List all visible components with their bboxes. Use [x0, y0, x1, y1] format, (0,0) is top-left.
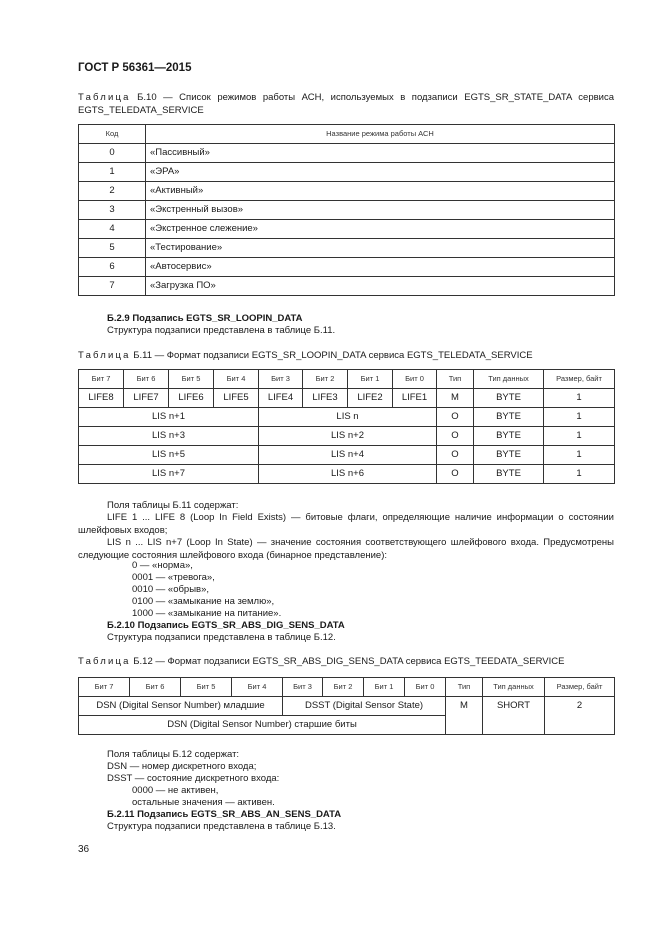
section-b211-intro: Структура подзаписи представлена в таблице Б.13.	[107, 821, 336, 832]
table12-note-active: остальные значения — активен.	[132, 797, 275, 808]
caption-text: Б.11 — Формат подзаписи EGTS_SR_LOOPIN_DATA сервиса EGTS_TELEDATA_SERVICE	[130, 350, 533, 361]
document-header: ГОСТ Р 56361—2015	[78, 62, 192, 74]
lis-low-cell: LIS n+4	[259, 446, 437, 465]
lis-low-cell: LIS n+2	[259, 427, 437, 446]
page-number: 36	[78, 844, 90, 855]
table-row	[79, 408, 615, 427]
table-row	[79, 277, 615, 296]
state-power-short: 1000 — «замыкание на питание».	[132, 608, 282, 619]
header-size: Размер, байт	[545, 678, 615, 697]
caption-text: Б.12 — Формат подзаписи EGTS_SR_ABS_DIG_SENS_DATA сервиса EGTS_TEEDATA_SERVICE	[130, 656, 565, 667]
type-cell: O	[437, 408, 474, 427]
data-type-cell: BYTE	[474, 427, 544, 446]
state-alarm: 0001 — «тревога»,	[132, 572, 215, 583]
header-data-type: Тип данных	[474, 370, 544, 389]
mode-code: 0	[79, 144, 146, 163]
header-bit5: Бит 5	[169, 370, 214, 389]
mode-code: 6	[79, 258, 146, 277]
lis-low-cell: LIS n+6	[259, 465, 437, 484]
dsn-high-cell: DSN (Digital Sensor Number) старшие биты	[79, 716, 446, 735]
header-bit1: Бит 1	[348, 370, 393, 389]
type-cell: M	[446, 697, 483, 735]
table11-notes-life: LIFE 1 ... LIFE 8 (Loop In Field Exists) — битовые флаги, определяющие наличие информации о состоянии шлейфовых входов;	[78, 512, 614, 536]
header-type: Тип	[446, 678, 483, 697]
mode-code: 1	[79, 163, 146, 182]
size-cell: 1	[544, 446, 615, 465]
data-type-cell: SHORT	[483, 697, 545, 735]
type-cell: O	[437, 465, 474, 484]
header-bit5: Бит 5	[181, 678, 232, 697]
table11-caption	[78, 349, 614, 362]
mode-name: «Активный»	[146, 182, 615, 201]
section-b210-intro: Структура подзаписи представлена в таблице Б.12.	[107, 632, 336, 643]
table10-caption	[78, 91, 614, 117]
flag-cell: LIFE8	[79, 389, 124, 408]
header-bit6: Бит 6	[124, 370, 169, 389]
state-ground-short: 0100 — «замыкание на землю»,	[132, 596, 275, 607]
flag-cell: LIFE4	[259, 389, 303, 408]
header-size: Размер, байт	[544, 370, 615, 389]
table11-notes-lis: LIS n ... LIS n+7 (Loop In State) — значение состояния соответствующего шлейфового входа. Предусмотрены следующие состояния шлейфового входа (бинарное представление):	[78, 537, 614, 561]
section-b211-title: Б.2.11 Подзапись EGTS_SR_ABS_AN_SENS_DATA	[107, 809, 342, 820]
table-row	[79, 389, 615, 408]
type-cell: M	[437, 389, 474, 408]
lis-high-cell: LIS n+3	[79, 427, 259, 446]
mode-name: «ЭРА»	[146, 163, 615, 182]
header-bit4: Бит 4	[232, 678, 283, 697]
data-type-cell: BYTE	[474, 446, 544, 465]
mode-name: «Экстренный вызов»	[146, 201, 615, 220]
lis-low-cell: LIS n	[259, 408, 437, 427]
mode-code: 3	[79, 201, 146, 220]
table-row	[79, 258, 615, 277]
mode-name: «Тестирование»	[146, 239, 615, 258]
data-type-cell: BYTE	[474, 389, 544, 408]
table-row	[79, 220, 615, 239]
data-type-cell: BYTE	[474, 408, 544, 427]
size-cell: 1	[544, 389, 615, 408]
table12	[78, 677, 615, 735]
table-row	[79, 239, 615, 258]
lis-high-cell: LIS n+1	[79, 408, 259, 427]
header-bit4: Бит 4	[214, 370, 259, 389]
dsn-low-cell: DSN (Digital Sensor Number) младшие	[79, 697, 283, 716]
lis-high-cell: LIS n+7	[79, 465, 259, 484]
data-type-cell: BYTE	[474, 465, 544, 484]
size-cell: 1	[544, 427, 615, 446]
caption-label: Таблица	[78, 92, 131, 103]
table11	[78, 369, 615, 484]
lis-high-cell: LIS n+5	[79, 446, 259, 465]
table10-header-name: Название режима работы АСН	[146, 125, 615, 144]
flag-cell: LIFE1	[393, 389, 437, 408]
type-cell: O	[437, 427, 474, 446]
mode-code: 4	[79, 220, 146, 239]
dsst-cell: DSST (Digital Sensor State)	[283, 697, 446, 716]
mode-code: 2	[79, 182, 146, 201]
mode-name: «Автосервис»	[146, 258, 615, 277]
flag-cell: LIFE7	[124, 389, 169, 408]
size-cell: 1	[544, 465, 615, 484]
header-bit7: Бит 7	[79, 370, 124, 389]
section-b29-title: Б.2.9 Подзапись EGTS_SR_LOOPIN_DATA	[107, 313, 303, 324]
table-row	[79, 201, 615, 220]
state-break: 0010 — «обрыв»,	[132, 584, 210, 595]
mode-code: 7	[79, 277, 146, 296]
header-bit1: Бит 1	[364, 678, 405, 697]
table10-header-code: Код	[79, 125, 146, 144]
caption-label: Таблица	[78, 350, 131, 361]
header-data-type: Тип данных	[483, 678, 545, 697]
header-bit6: Бит 6	[130, 678, 181, 697]
table-row	[79, 163, 615, 182]
table12-notes-intro: Поля таблицы Б.12 содержат:	[107, 749, 240, 760]
table12-note-dsst: DSST — состояние дискретного входа:	[107, 773, 280, 784]
table12-note-dsn: DSN — номер дискретного входа;	[107, 761, 257, 772]
header-bit2: Бит 2	[323, 678, 364, 697]
table12-note-inactive: 0000 — не активен,	[132, 785, 219, 796]
header-bit7: Бит 7	[79, 678, 130, 697]
size-cell: 2	[545, 697, 615, 735]
type-cell: O	[437, 446, 474, 465]
mode-name: «Экстренное слежение»	[146, 220, 615, 239]
flag-cell: LIFE6	[169, 389, 214, 408]
caption-text: Б.10 — Список режимов работы АСН, используемых в подзаписи EGTS_SR_STATE_DATA сервиса EGTS_TELEDATA_SERVICE	[78, 92, 614, 116]
flag-cell: LIFE5	[214, 389, 259, 408]
mode-code: 5	[79, 239, 146, 258]
section-b210-title: Б.2.10 Подзапись EGTS_SR_ABS_DIG_SENS_DATA	[107, 620, 345, 631]
caption-label: Таблица	[78, 656, 131, 667]
table-row	[79, 697, 615, 716]
table-row	[79, 446, 615, 465]
header-bit3: Бит 3	[259, 370, 303, 389]
section-b29-intro: Структура подзаписи представлена в таблице Б.11.	[107, 325, 336, 336]
table-row	[79, 427, 615, 446]
header-bit3: Бит 3	[283, 678, 323, 697]
table-row	[79, 144, 615, 163]
mode-name: «Пассивный»	[146, 144, 615, 163]
flag-cell: LIFE2	[348, 389, 393, 408]
table11-notes-intro: Поля таблицы Б.11 содержат:	[107, 500, 239, 511]
table-row	[79, 182, 615, 201]
table-row	[79, 465, 615, 484]
header-bit0: Бит 0	[405, 678, 446, 697]
header-type: Тип	[437, 370, 474, 389]
table10	[78, 124, 615, 296]
header-bit2: Бит 2	[303, 370, 348, 389]
mode-name: «Загрузка ПО»	[146, 277, 615, 296]
header-bit0: Бит 0	[393, 370, 437, 389]
size-cell: 1	[544, 408, 615, 427]
flag-cell: LIFE3	[303, 389, 348, 408]
table12-caption	[78, 655, 614, 668]
state-normal: 0 — «норма»,	[132, 560, 193, 571]
